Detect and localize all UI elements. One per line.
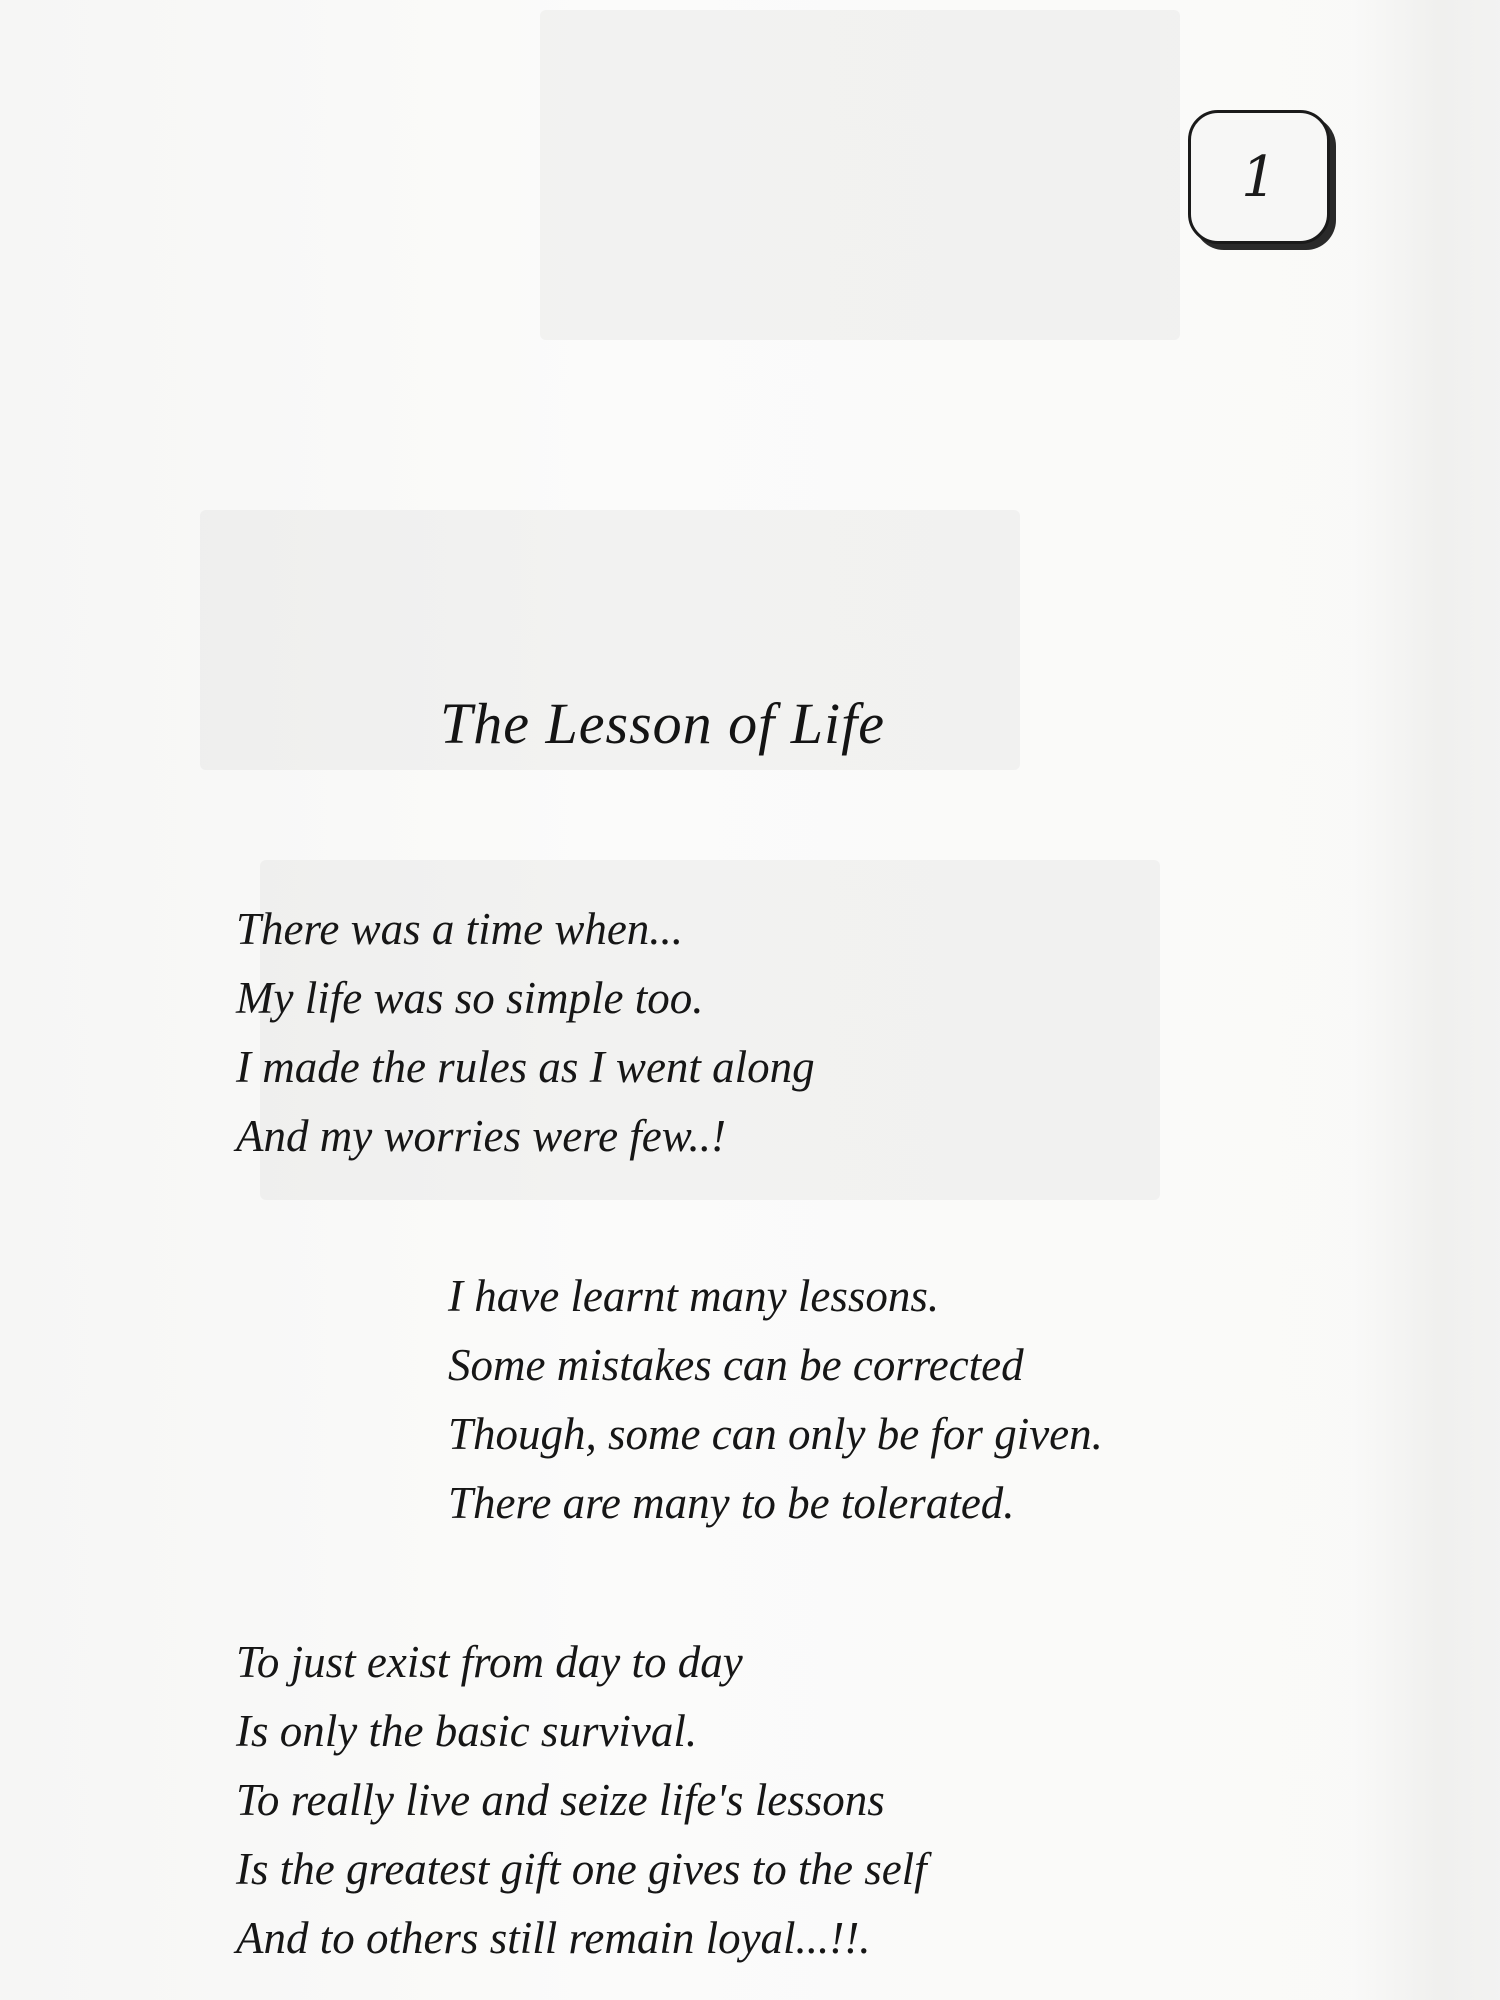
poem-line: Is only the basic survival. <box>236 1706 698 1756</box>
poem-line: And my worries were few..! <box>236 1111 726 1161</box>
poem-line: There are many to be tolerated. <box>448 1478 1015 1528</box>
bleed-through-mark <box>540 10 1180 340</box>
poem-line: I have learnt many lessons. <box>448 1271 940 1321</box>
poem-line: I made the rules as I went along <box>236 1042 815 1092</box>
poem-line: There was a time when... <box>236 904 684 954</box>
poem-line: Is the greatest gift one gives to the self <box>236 1844 927 1894</box>
poem-stanza-1 <box>236 895 815 1171</box>
page-gutter-shadow <box>1350 0 1500 2000</box>
poem-line: My life was so simple too. <box>236 973 704 1023</box>
poem-line: To really live and seize life's lessons <box>236 1775 885 1825</box>
page-number-tab <box>1188 110 1330 244</box>
poem-title: The Lesson of Life <box>440 691 885 756</box>
poem-line: Though, some can only be for given. <box>448 1409 1103 1459</box>
page-number: 1 <box>1241 144 1277 210</box>
poem-line: And to others still remain loyal...!!. <box>236 1913 871 1963</box>
poem-stanza-3 <box>236 1628 927 1973</box>
poem-stanza-2 <box>448 1262 1103 1538</box>
poem-line: To just exist from day to day <box>236 1637 743 1687</box>
poem-line: Some mistakes can be corrected <box>448 1340 1024 1390</box>
